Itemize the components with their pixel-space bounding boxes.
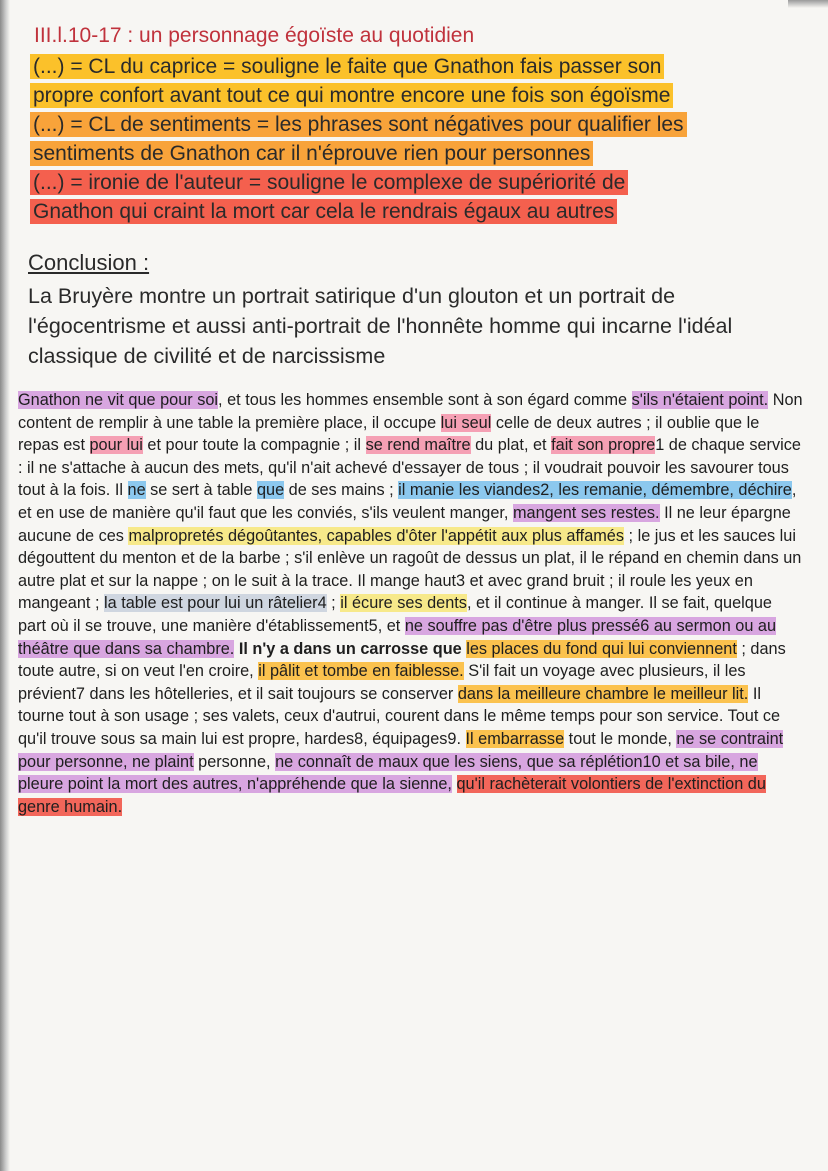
plain-text: Il tourne tout à son usage ; ses valets, ceux d'autrui, courent dans le même temps pour son service. Tout ce qu'il trouve sous sa main lui est propre, hardes8, équipages9. xyxy=(18,684,781,748)
plain-text: , et en use de manière qu'il faut que les conviés, s'ils veulent manger, xyxy=(18,481,797,522)
plain-text: de ses mains ; xyxy=(284,481,399,500)
analysis-line-text: propre confort avant tout ce qui montre encore une fois son égoïsme xyxy=(30,83,673,108)
scan-corner-shadow xyxy=(788,0,828,8)
analysis-line-text: Gnathon qui craint la mort car cela le rendrais égaux au autres xyxy=(30,199,617,224)
analysis-line xyxy=(30,52,790,81)
highlight-purple: Gnathon ne vit que pour soi xyxy=(18,391,219,409)
analysis-line-text: sentiments de Gnathon car il n'éprouve rien pour personnes xyxy=(30,141,593,166)
highlight-gray: la table est pour lui un râtelier4 xyxy=(104,594,327,613)
highlight-purple: mangent ses restes. xyxy=(512,503,660,522)
analysis-line xyxy=(30,110,790,139)
plain-text: et pour toute la compagnie ; il xyxy=(142,436,366,455)
highlight-blue: que xyxy=(256,481,285,500)
plain-text: Il n'y a dans un carrosse que xyxy=(234,639,467,658)
analysis-line xyxy=(30,197,790,226)
plain-text: ; le jus et les sauces lui dégouttent du menton et de la barbe ; s'il enlève un ragoût de dessus un plat, il le répand en chemin dans un autre plat et sur la nappe ; on le suit à la trace. Il mange haut3 et avec grand bruit ; il roule les yeux en mangeant ; xyxy=(18,526,802,613)
analysis-line xyxy=(30,168,790,197)
plain-text: Non content de remplir à une table la première place, il occupe xyxy=(18,391,803,432)
highlight-orange: les places du fond qui lui conviennent xyxy=(466,639,737,658)
plain-text xyxy=(452,775,457,793)
highlight-orange: il pâlit et tombe en faiblesse. xyxy=(258,662,464,681)
plain-text: , et il continue à manger. Il se fait, quelque part où il se trouve, une manière d'établissement5, et xyxy=(18,594,772,635)
plain-text: se sert à table xyxy=(145,481,257,500)
plain-text: ; xyxy=(326,594,341,613)
plain-text: celle de deux autres ; il oublie que le repas est xyxy=(18,413,760,455)
highlight-yellow: malpropretés dégoûtantes, capables d'ôter l'appétit aux plus affamés xyxy=(128,526,625,545)
plain-text: ; dans toute autre, si on veut l'en croire, xyxy=(18,639,786,681)
analysis-line xyxy=(30,139,790,168)
highlight-purple: ne connaît de maux que les siens, que sa réplétion10 et sa bile, ne pleure xyxy=(18,752,758,794)
highlight-orange: Il embarrasse xyxy=(465,729,565,748)
plain-text: S'il fait un voyage avec plusieurs, il les prévient7 dans les hôtelleries, et il sait toujours se conserver xyxy=(18,662,746,703)
plain-text: personne, xyxy=(193,752,276,771)
analysis-line-text: (...) = ironie de l'auteur = souligne le complexe de supériorité de xyxy=(30,170,628,195)
plain-text: 1 de chaque service : il ne s'attache à aucun des mets, qu'il n'ait achevé d'essayer de tous ; il voudrait pouvoir les savourer tous tout à la fois. Il xyxy=(18,436,801,500)
highlight-purple: s'ils n'étaient point. xyxy=(631,391,769,409)
plain-text: Il ne leur épargne aucune de ces xyxy=(18,503,791,545)
highlight-red: qu'il rachèterait volontiers de l'extinction du genre humain. xyxy=(18,775,766,816)
section-title: III.l.10-17 : un personnage égoïste au quotidien xyxy=(34,24,475,47)
plain-text: tout le monde, xyxy=(564,729,677,748)
analysis-line-text: (...) = CL du caprice = souligne le faite que Gnathon fais passer son xyxy=(30,54,664,79)
highlight-yellow: il écure ses dents xyxy=(340,594,467,613)
highlight-pink: pour lui xyxy=(89,436,143,455)
conclusion-heading: Conclusion : xyxy=(28,250,150,275)
highlight-blue: ne xyxy=(127,481,146,500)
plain-text: du plat, et xyxy=(470,436,552,455)
analysis-block xyxy=(30,52,790,226)
plain-text: , et tous les hommes ensemble sont à son égard comme xyxy=(218,391,632,409)
highlight-blue: il manie les viandes2, les remanie, démembre, déchire xyxy=(398,481,792,500)
highlight-pink: se rend maître xyxy=(365,436,471,455)
highlight-pink: fait son propre xyxy=(551,436,656,455)
highlight-purple: ne souffre pas d'être plus pressé6 au sermon ou au théâtre que dans sa chambre. xyxy=(18,616,777,658)
scan-edge-shadow xyxy=(0,0,10,1171)
conclusion-text: La Bruyère montre un portrait satirique d'un glouton et un portrait de l'égocentrisme et aussi anti-portrait de l'honnête homme qui incarne l'idéal classique de civilité et de narcissisme xyxy=(28,284,733,368)
highlight-purple: ne se contraint pour personne, ne plaint xyxy=(18,729,784,771)
highlight-pink: lui seul xyxy=(440,413,492,432)
highlight-purple: point la mort des autres, n'appréhende que la sienne, xyxy=(63,775,452,794)
analysis-line xyxy=(30,81,790,110)
highlight-orange: dans la meilleure chambre le meilleur lit. xyxy=(457,684,749,703)
analysis-line-text: (...) = CL de sentiments = les phrases sont négatives pour qualifier les xyxy=(30,112,687,137)
source-excerpt xyxy=(18,389,803,818)
